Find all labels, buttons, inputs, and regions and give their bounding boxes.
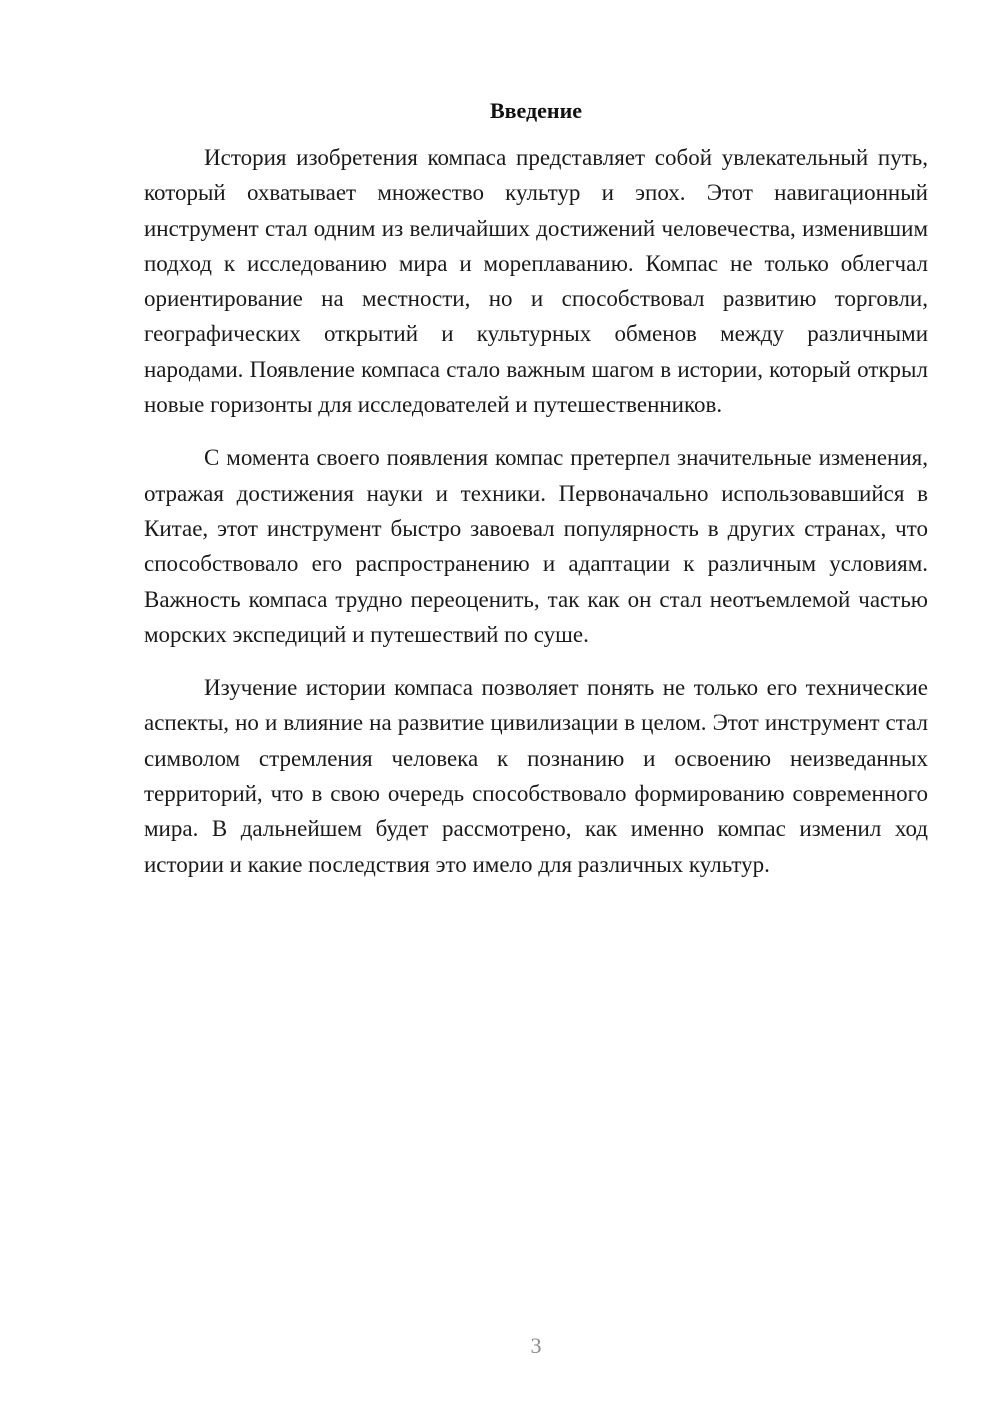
page-content	[144, 96, 928, 882]
paragraph-3: Изучение истории компаса позволяет понять не только его технические аспекты, но и влияние на развитие цивилизации в целом. Этот инструмент стал символом стремления человека к познанию и освоению неизведанных территорий, что в свою очередь способствовало формированию современного мира. В дальнейшем будет рассмотрено, как именно компас изменил ход истории и какие последствия это имело для различных культур.	[144, 675, 928, 877]
paragraph-2: С момента своего появления компас претерпел значительные изменения, отражая достижения науки и техники. Первоначально использовавшийся в Китае, этот инструмент быстро завоевал популярность в других странах, что способствовало его распространению и адаптации к различным условиям. Важность компаса трудно переоценить, так как он стал неотъемлемой частью морских экспедиций и путешествий по суше.	[144, 445, 928, 647]
paragraph-1: История изобретения компаса представляет собой увлекательный путь, который охватывает множество культур и эпох. Этот навигационный инструмент стал одним из величайших достижений человечества, изменившим подход к исследованию мира и мореплаванию. Компас не только облегчал ориентирование на местности, но и способствовал развитию торговли, географических открытий и культурных обменов между различными народами. Появление компаса стало важным шагом в истории, который открыл новые горизонты для исследователей и путешественников.	[144, 145, 928, 418]
page-number: 3	[530, 1333, 542, 1358]
section-heading: Введение	[489, 98, 583, 123]
